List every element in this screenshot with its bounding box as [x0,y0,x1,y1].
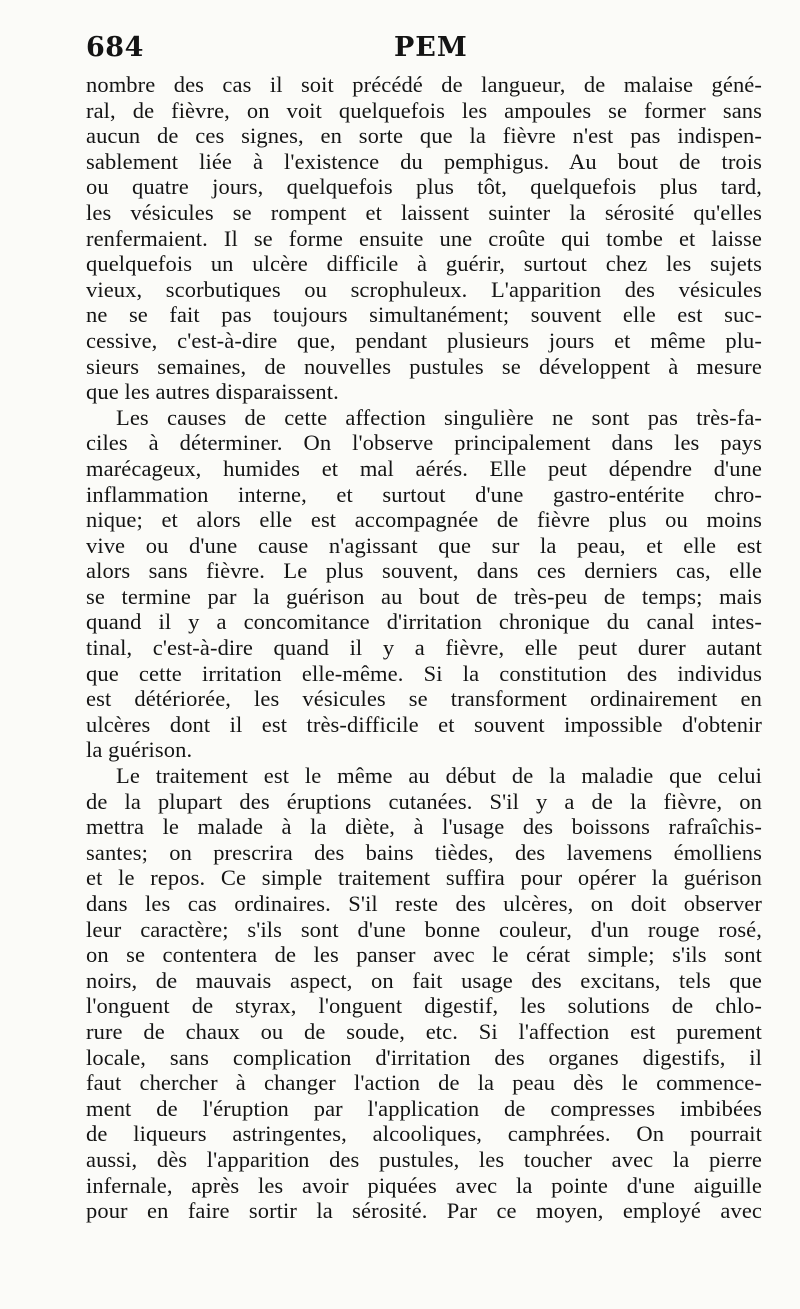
text-line: ne se fait pas toujours simultanément; souvent elle est suc- [86,302,762,328]
text-line: et le repos. Ce simple traitement suffira pour opérer la guérison [86,865,762,891]
page-header [86,32,766,66]
text-line: se termine par la guérison au bout de très-peu de temps; mais [86,583,762,609]
text-line: locale, sans complication d'irritation des organes digestifs, il [86,1044,762,1070]
text-line: inflammation interne, et surtout d'une gastro-entérite chro- [86,481,762,507]
text-line: Les causes de cette affection singulière ne sont pas très-fa- [116,404,762,430]
text-line: nombre des cas il soit précédé de langueur, de malaise géné- [86,72,762,97]
text-line: ulcères dont il est très-difficile et souvent impossible d'obtenir [86,711,762,737]
text-line: renfermaient. Il se forme ensuite une croûte qui tombe et laisse [86,225,762,251]
text-line: est détériorée, les vésicules se transforment ordinairement en [86,686,762,712]
text-line: vive ou d'une cause n'agissant que sur la peau, et elle est [86,532,762,558]
text-line: que cette irritation elle-même. Si la constitution des individus [86,660,762,686]
text-line: ou quatre jours, quelquefois plus tôt, quelquefois plus tard, [86,174,762,200]
text-line: faut chercher à changer l'action de la peau dès le commence- [86,1070,762,1096]
running-head: PEM [394,32,468,63]
text-line: marécageux, humides et mal aérés. Elle peut dépendre d'une [86,455,762,481]
text-line: pour en faire sortir la sérosité. Par ce moyen, employé avec [86,1198,762,1224]
text-line: noirs, de mauvais aspect, on fait usage des excitans, tels que [86,967,762,993]
text-line: nique; et alors elle est accompagnée de fièvre plus ou moins [86,507,762,533]
text-line: vieux, scorbutiques ou scrophuleux. L'apparition des vésicules [86,276,762,302]
text-line: dans les cas ordinaires. S'il reste des ulcères, on doit observer [86,891,762,916]
text-line: les vésicules se rompent et laissent suinter la sérosité qu'elles [86,199,762,225]
text-line: l'onguent de styrax, l'onguent digestif, les solutions de chlo- [86,993,762,1019]
body-text [86,72,762,1224]
paragraph [86,763,762,1224]
text-line: infernale, après les avoir piquées avec la pointe d'une aiguille [86,1172,762,1198]
text-line: de liqueurs astringentes, alcooliques, camphrées. On pourrait [86,1121,762,1147]
text-line: sablement liée à l'existence du pemphigus. Au bout de trois [86,148,762,174]
text-line: Le traitement est le même au début de la maladie que celui [116,763,762,789]
text-line: la guérison. [86,737,193,763]
paragraph [86,405,762,763]
text-line: quelquefois un ulcère difficile à guérir, surtout chez les sujets [86,251,762,277]
text-line: santes; on prescrira des bains tièdes, des lavemens émolliens [86,839,762,865]
text-line: aucun de ces signes, en sorte que la fièvre n'est pas indispen- [86,123,762,149]
text-line: alors sans fièvre. Le plus souvent, dans ces derniers cas, elle [86,558,762,584]
text-line: tinal, c'est-à-dire quand il y a fièvre, elle peut durer autant [86,635,762,661]
text-line: cessive, c'est-à-dire que, pendant plusieurs jours et même plu- [86,327,762,353]
text-line: sieurs semaines, de nouvelles pustules se développent à mesure [86,353,762,379]
text-line: leur caractère; s'ils sont d'une bonne couleur, d'un rouge rosé, [86,916,762,942]
text-line: aussi, dès l'apparition des pustules, les toucher avec la pierre [86,1146,762,1172]
text-line: quand il y a concomitance d'irritation chronique du canal intes- [86,609,762,635]
text-line: ral, de fièvre, on voit quelquefois les ampoules se former sans [86,97,762,123]
text-line: rure de chaux ou de soude, etc. Si l'affection est purement [86,1018,762,1044]
text-line: de la plupart des éruptions cutanées. S'il y a de la fièvre, on [86,788,762,814]
text-line: mettra le malade à la diète, à l'usage des boissons rafraîchis- [86,814,762,840]
paragraph [86,72,762,405]
text-line: ciles à déterminer. On l'observe principalement dans les pays [86,430,762,456]
text-line: on se contentera de les panser avec le cérat simple; s'ils sont [86,942,762,968]
text-line: que les autres disparaissent. [86,379,339,405]
text-line: ment de l'éruption par l'application de compresses imbibées [86,1095,762,1121]
page-number: 684 [86,32,144,63]
